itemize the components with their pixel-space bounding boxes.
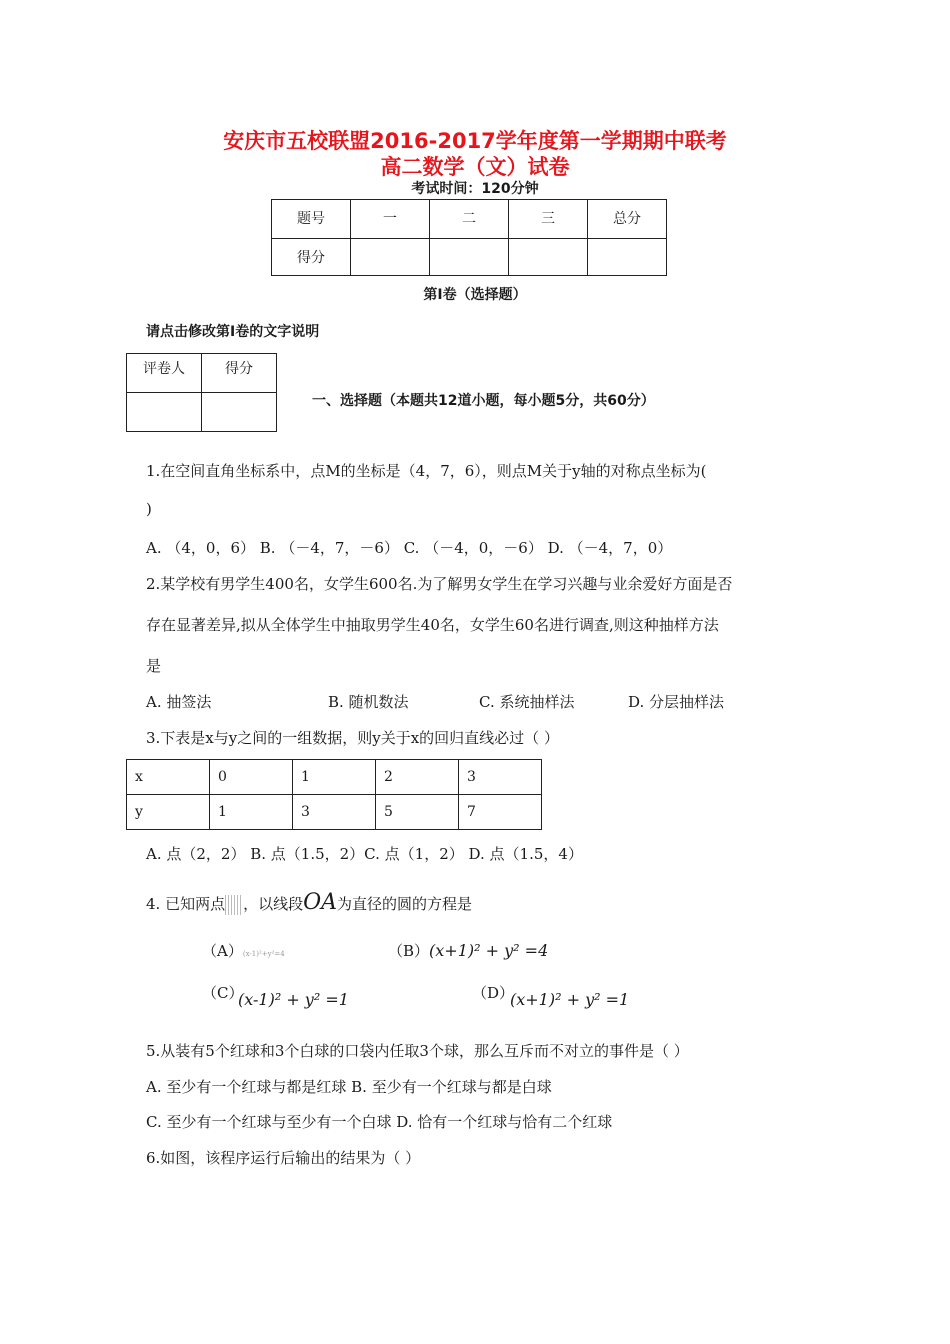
score-table-header-row [272,200,667,239]
q6-stem: 6.如图，该程序运行后输出的结果为（ ） [146,1149,421,1167]
q4-option-d-formula [510,990,629,1009]
score-blank-cell[interactable] [351,239,430,276]
q1-options: A. （4，0，6） B. （－4，7，－6） C. （－4，0，－6） D. （－4，7，0） [146,539,673,557]
grader-blank-row [127,393,277,432]
grader-blank-cell[interactable] [127,393,202,432]
exam-title-line2: 高二数学（文）试卷 [380,155,570,179]
score-cell: 三 [509,200,588,239]
q3-options: A. 点（2，2） B. 点（1.5，2）C. 点（1，2） D. 点（1.5，4） [146,845,583,863]
q5-options-line2: C. 至少有一个红球与至少有一个白球 D. 恰有一个红球与恰有二个红球 [146,1113,613,1131]
q4-option-b-label: （B） [388,942,430,960]
score-blank-cell[interactable] [588,239,667,276]
q3-cell: 2 [376,760,459,795]
q4-segment: OA [303,890,338,915]
exam-time: 考试时间：120分钟 [411,181,539,197]
q4-option-b [388,940,548,961]
q4-option-a-formula: (x-1)²+y²=4 [242,950,285,958]
q1-stem-line1: 1.在空间直角坐标系中，点M的坐标是（4，7，6），则点M关于y轴的对称点坐标为( [146,462,707,480]
q2-stem-line1: 2.某学校有男学生400名，女学生600名.为了解男女学生在学习兴趣与业余爱好方面是否 [146,575,733,593]
q3-row-y [127,795,542,830]
q4-points-image [225,895,243,915]
q4-option-a-label: （A） [202,942,243,960]
q3-cell: 3 [293,795,376,830]
score-blank-cell[interactable] [430,239,509,276]
q4-stem-mid: ，以线段 [243,895,304,913]
grader-header-row [127,354,277,393]
q3-cell: 3 [459,760,542,795]
q4-stem-suffix: 为直径的圆的方程是 [337,895,473,913]
grader-blank-cell[interactable] [202,393,277,432]
q3-cell: 1 [210,795,293,830]
q3-cell: 1 [293,760,376,795]
section-title: 第I卷（选择题） [423,287,527,303]
q4-option-c-formula [238,990,349,1009]
score-table [271,199,667,276]
q3-stem: 3.下表是x与y之间的一组数据，则y关于x的回归直线必过（ ） [146,729,559,747]
q4-option-a [202,940,285,961]
q4-stem [146,890,472,915]
q5-stem: 5.从装有5个红球和3个白球的口袋内任取3个球，那么互斥而不对立的事件是（ ） [146,1042,689,1060]
q5-options-line1: A. 至少有一个红球与都是红球 B. 至少有一个红球与都是白球 [146,1078,552,1096]
grader-table [126,353,277,432]
q4-option-b-formula: (x+1)² + y² =4 [429,941,549,960]
part1-heading: 一、选择题（本题共12道小题，每小题5分，共60分） [312,393,655,409]
q4-stem-prefix: 4. 已知两点 [146,895,226,913]
score-cell: 得分 [272,239,351,276]
q2-stem-line2: 存在显著差异,拟从全体学生中抽取男学生40名，女学生60名进行调查,则这种抽样方法 [146,616,719,634]
q3-cell: 7 [459,795,542,830]
score-cell: 二 [430,200,509,239]
q2-option-d: D. 分层抽样法 [628,693,725,711]
q4-option-d-label: （D） [472,984,515,1002]
score-blank-cell[interactable] [509,239,588,276]
q3-cell: 0 [210,760,293,795]
q4-option-c-formula-text: (x-1)² + y² =1 [238,990,349,1009]
grader-header-cell: 评卷人 [127,354,202,393]
q3-cell: x [127,760,210,795]
q3-row-x [127,760,542,795]
q4-option-d-formula-text: (x+1)² + y² =1 [510,990,630,1009]
score-cell: 题号 [272,200,351,239]
q2-option-b: B. 随机数法 [328,693,409,711]
q2-option-c: C. 系统抽样法 [479,693,575,711]
exam-title-line1: 安庆市五校联盟2016-2017学年度第一学期期中联考 [223,129,727,153]
score-table-score-row [272,239,667,276]
q2-option-a: A. 抽签法 [146,693,212,711]
q2-stem-line3: 是 [146,657,162,675]
q3-cell: 5 [376,795,459,830]
section-note[interactable]: 请点击修改第I卷的文字说明 [146,324,320,340]
q3-data-table [126,759,542,830]
grader-header-cell: 得分 [202,354,277,393]
q3-cell: y [127,795,210,830]
score-cell: 一 [351,200,430,239]
q1-stem-line2: ) [146,500,152,518]
score-cell: 总分 [588,200,667,239]
q4-option-c-label: （C） [202,984,244,1002]
